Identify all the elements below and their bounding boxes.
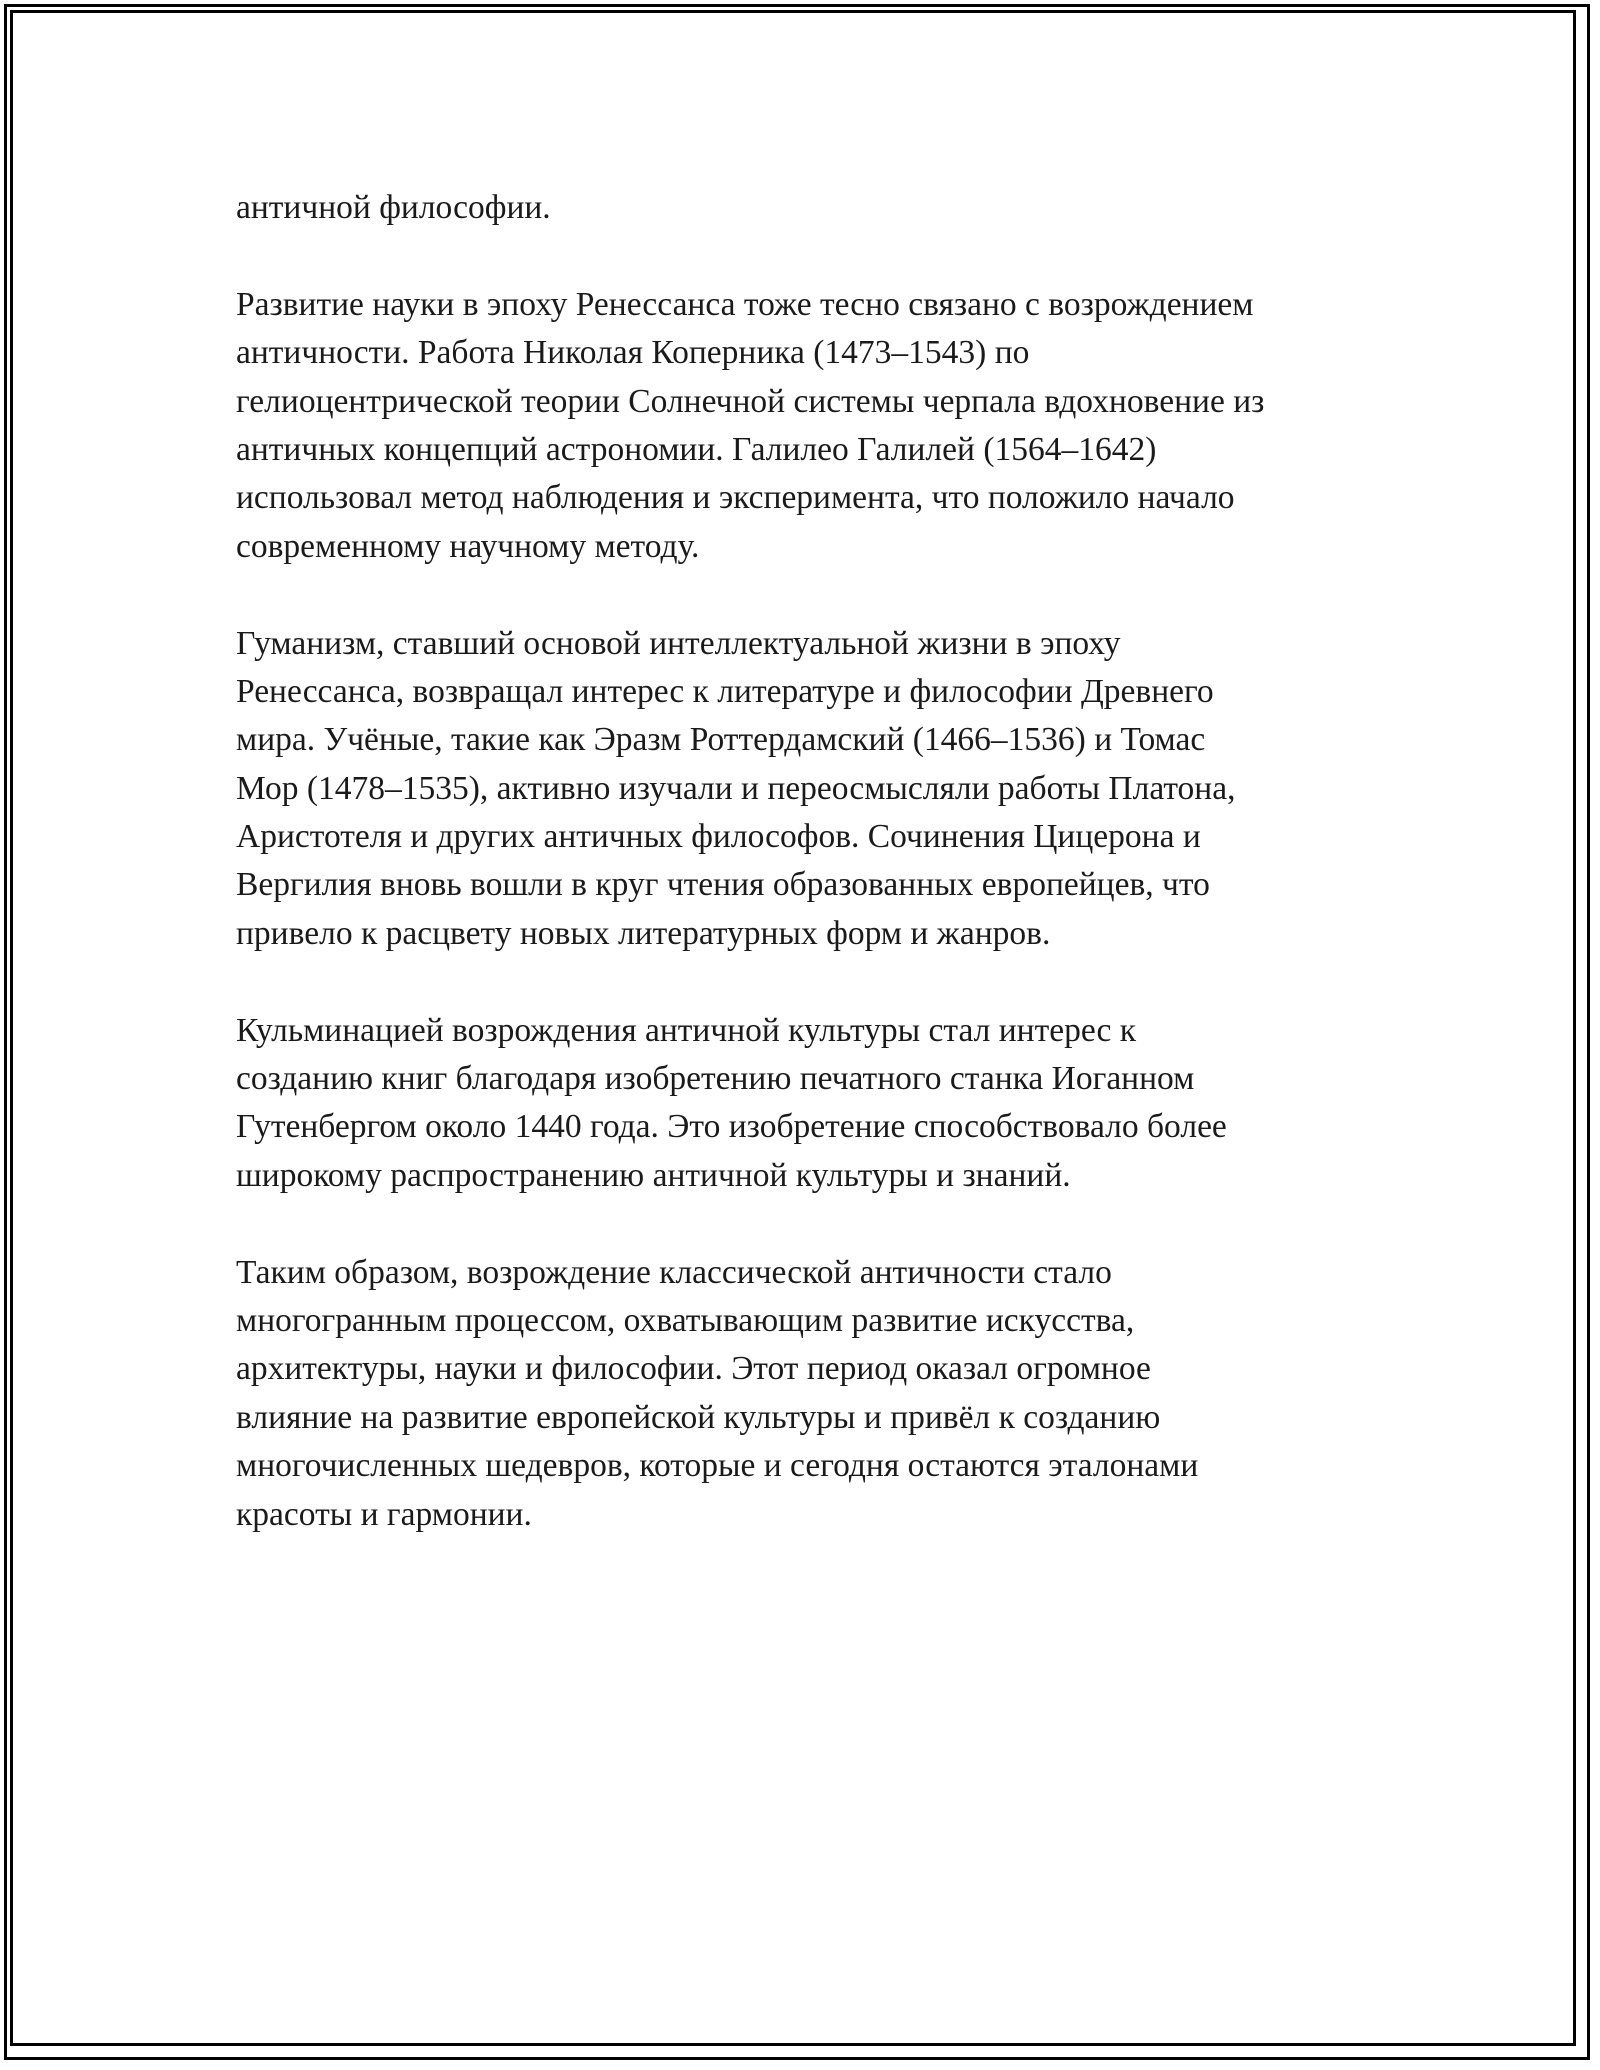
text-line: привело к расцвету новых литературных форм и жанров. — [236, 914, 1051, 952]
text-line: Аристотеля и других античных философов. Сочинения Цицерона и — [236, 818, 1201, 856]
text-line: гелиоцентрической теории Солнечной системы черпала вдохновение из — [236, 382, 1265, 420]
text-line: широкому распространению античной культуры и знаний. — [236, 1156, 1071, 1194]
paragraph-5 — [236, 1249, 1396, 1539]
text-line: Вергилия вновь вошли в круг чтения образованных европейцев, что — [236, 866, 1210, 904]
text-line: Ренессанса, возвращал интерес к литературе и философии Древнего — [236, 672, 1214, 710]
text-line: созданию книг благодаря изобретению печатного станка Иоганном — [236, 1060, 1195, 1098]
text-line: Гутенбергом около 1440 года. Это изобретение способствовало более — [236, 1108, 1227, 1146]
text-line: античной философии. — [236, 189, 551, 226]
text-line: Гуманизм, ставший основой интеллектуальной жизни в эпоху — [236, 624, 1121, 662]
text-line: влияние на развитие европейской культуры и привёл к созданию — [236, 1398, 1161, 1436]
text-line: Таким образом, возрождение классической античности стало — [236, 1253, 1112, 1291]
text-line: Кульминацией возрождения античной культуры стал интерес к — [236, 1011, 1137, 1049]
text-line: использовал метод наблюдения и эксперимента, что положило начало — [236, 479, 1235, 517]
text-line: мира. Учёные, такие как Эразм Роттердамский (1466–1536) и Томас — [236, 721, 1206, 759]
text-line: многогранным процессом, охватывающим развитие искусства, — [236, 1301, 1135, 1339]
text-line: архитектуры, науки и философии. Этот период оказал огромное — [236, 1350, 1151, 1388]
text-line: Развитие науки в эпоху Ренессанса тоже тесно связано с возрождением — [236, 285, 1254, 323]
paragraph-3 — [236, 620, 1396, 959]
document-body — [236, 184, 1396, 1587]
text-line: античности. Работа Николая Коперника (1473–1543) по — [236, 334, 1030, 372]
paragraph-1 — [236, 184, 1396, 232]
text-line: античных концепций астрономии. Галилео Галилей (1564–1642) — [236, 430, 1157, 468]
paragraph-4 — [236, 1007, 1396, 1201]
text-line: красоты и гармонии. — [236, 1495, 532, 1533]
paragraph-2 — [236, 281, 1396, 571]
text-line: современному научному методу. — [236, 527, 700, 565]
text-line: многочисленных шедевров, которые и сегодня остаются эталонами — [236, 1447, 1199, 1485]
text-line: Мор (1478–1535), активно изучали и переосмысляли работы Платона, — [236, 769, 1236, 807]
